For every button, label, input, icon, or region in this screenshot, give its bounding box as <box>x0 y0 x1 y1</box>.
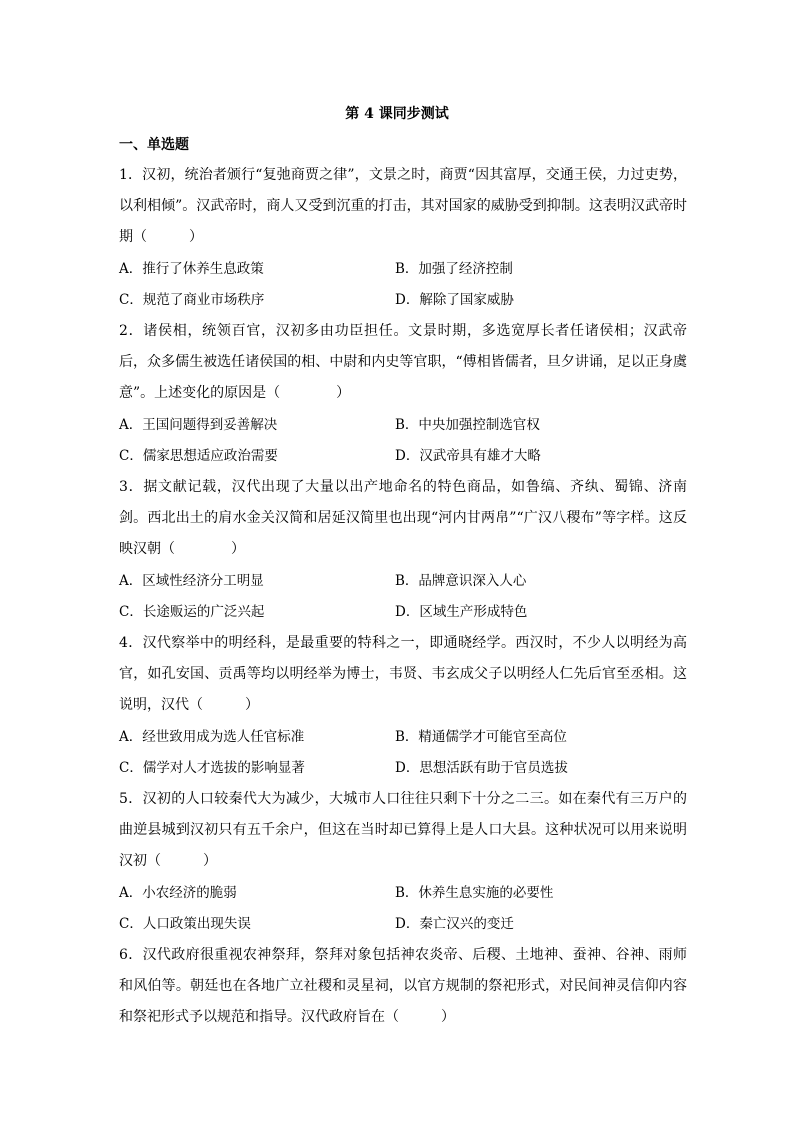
page-title: 第 4 课同步测试 <box>345 106 449 122</box>
question-2-option-a: A．王国问题得到妥善解决 <box>119 417 278 433</box>
question-1-option-b: B．加强了经济控制 <box>395 261 513 277</box>
question-2-option-b: B．中央加强控制选官权 <box>395 417 540 433</box>
question-4-option-b: B．精通儒学才可能官至高位 <box>395 729 567 745</box>
question-2-option-c: C．儒家思想适应政治需要 <box>119 448 278 464</box>
question-3-stem: 3．据文献记载，汉代出现了大量以出产地命名的特色商品，如鲁缟、齐纨、蜀锦、济南剑。西北出土的肩水金关汉简和居延汉简里也出现“河内甘两帛”“广汉八稷布”等字样。这反映汉朝（ ） <box>119 479 687 557</box>
question-4-option-a: A．经世致用成为选人任官标准 <box>119 729 305 745</box>
question-1-option-c: C．规范了商业市场秩序 <box>119 292 265 308</box>
question-5-stem: 5．汉初的人口较秦代大为减少，大城市人口往往只剩下十分之二三。如在秦代有三万户的曲逆县城到汉初只有五千余户，但这在当时却已算得上是人口大县。这种状况可以用来说明汉初（ ） <box>119 791 687 869</box>
question-1-stem: 1．汉初，统治者颁行“复弛商贾之律”，文景之时，商贾“因其富厚，交通王侯，力过吏势，以利相倾”。汉武帝时，商人又受到沉重的打击，其对国家的威胁受到抑制。这表明汉武帝时期（ ） <box>119 167 687 245</box>
question-6-stem: 6．汉代政府很重视农神祭拜，祭拜对象包括神农炎帝、后稷、土地神、蚕神、谷神、雨师和风伯等。朝廷也在各地广立社稷和灵星祠，以官方规制的祭祀形式，对民间神灵信仰内容和祭祀形式予以规范和指导。汉代政府旨在（ ） <box>119 947 687 1025</box>
question-5-option-b: B．休养生息实施的必要性 <box>395 885 554 901</box>
question-5-option-a: A．小农经济的脆弱 <box>119 885 237 901</box>
question-5-option-d: D．秦亡汉兴的变迁 <box>395 916 514 932</box>
question-2-option-d: D．汉武帝具有雄才大略 <box>395 448 541 464</box>
section-heading: 一、单选题 <box>119 137 189 153</box>
question-3-option-b: B．品牌意识深入人心 <box>395 573 527 589</box>
question-1-option-d: D．解除了国家威胁 <box>395 292 514 308</box>
question-3-option-a: A．区域性经济分工明显 <box>119 573 264 589</box>
question-2-stem: 2．诸侯相，统领百官，汉初多由功臣担任。文景时期，多选宽厚长者任诸侯相；汉武帝后，众多儒生被选任诸侯国的相、中尉和内史等官职，“傅相皆儒者，旦夕讲诵，足以正身虞意”。上述变化的原因是（ ） <box>119 323 687 401</box>
question-1-option-a: A．推行了休养生息政策 <box>119 261 264 277</box>
question-4-option-c: C．儒学对人才选拔的影响显著 <box>119 760 305 776</box>
question-3-option-d: D．区域生产形成特色 <box>395 604 528 620</box>
question-5-option-c: C．人口政策出现失误 <box>119 916 251 932</box>
question-4-stem: 4．汉代察举中的明经科，是最重要的特科之一，即通晓经学。西汉时，不少人以明经为高官，如孔安国、贡禹等均以明经举为博士，韦贤、韦玄成父子以明经人仁先后官至丞相。这说明，汉代（ ） <box>119 635 687 713</box>
question-4-option-d: D．思想活跃有助于官员选拔 <box>395 760 568 776</box>
question-3-option-c: C．长途贩运的广泛兴起 <box>119 604 265 620</box>
